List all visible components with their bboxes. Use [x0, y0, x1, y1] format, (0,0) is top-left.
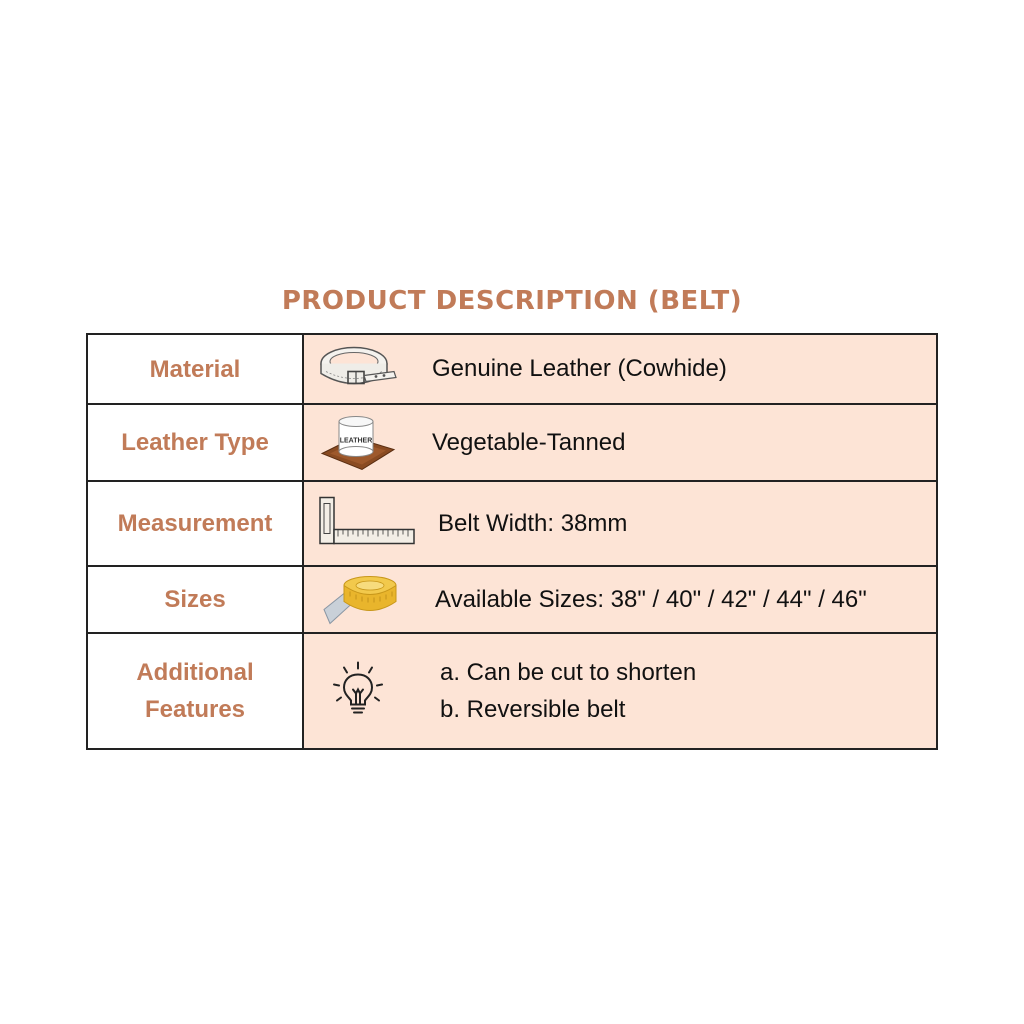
row-value-leather-type: Vegetable-Tanned: [432, 428, 626, 456]
feature-item-2: b. Reversible belt: [440, 696, 626, 723]
table-row-sizes: [87, 566, 937, 633]
row-label-additional-features: [87, 633, 303, 749]
row-label-leather-type: Leather Type: [87, 404, 303, 481]
feature-item-1: a. Can be cut to shorten: [440, 659, 697, 686]
rolled-belt-icon: [318, 342, 398, 397]
row-value-measurement: Belt Width: 38mm: [438, 509, 628, 537]
table-row-additional-features: [87, 633, 937, 749]
svg-text:LEATHER: LEATHER: [339, 437, 373, 444]
row-value-material: Genuine Leather (Cowhide): [432, 355, 727, 382]
row-value-cell-additional-features: [303, 633, 937, 749]
row-label-line-2: Features: [144, 696, 246, 723]
table-row-material: [87, 334, 937, 404]
tape-measure-icon: [318, 569, 400, 630]
row-label-line-1: Additional: [136, 659, 254, 686]
lightbulb-icon: [330, 659, 386, 724]
row-value-sizes: Available Sizes: 38" / 40" / 42" / 44" / 46": [435, 585, 867, 613]
row-label-sizes: Sizes: [87, 566, 303, 633]
row-label-material: Material: [87, 334, 303, 404]
feature-list: [440, 654, 696, 728]
product-spec-table: [86, 333, 938, 750]
row-label-measurement: Measurement: [87, 481, 303, 566]
row-value-cell-leather-type: [303, 404, 937, 481]
table-row-leather-type: [87, 404, 937, 481]
row-value-cell-sizes: [303, 566, 937, 633]
row-value-cell-measurement: [303, 481, 937, 566]
row-value-cell-material: [303, 334, 937, 404]
leather-balm-jar-icon: [318, 409, 398, 476]
page-title: PRODUCT DESCRIPTION (BELT): [281, 286, 743, 316]
table-row-measurement: [87, 481, 937, 566]
ruler-square-icon: [318, 495, 416, 552]
